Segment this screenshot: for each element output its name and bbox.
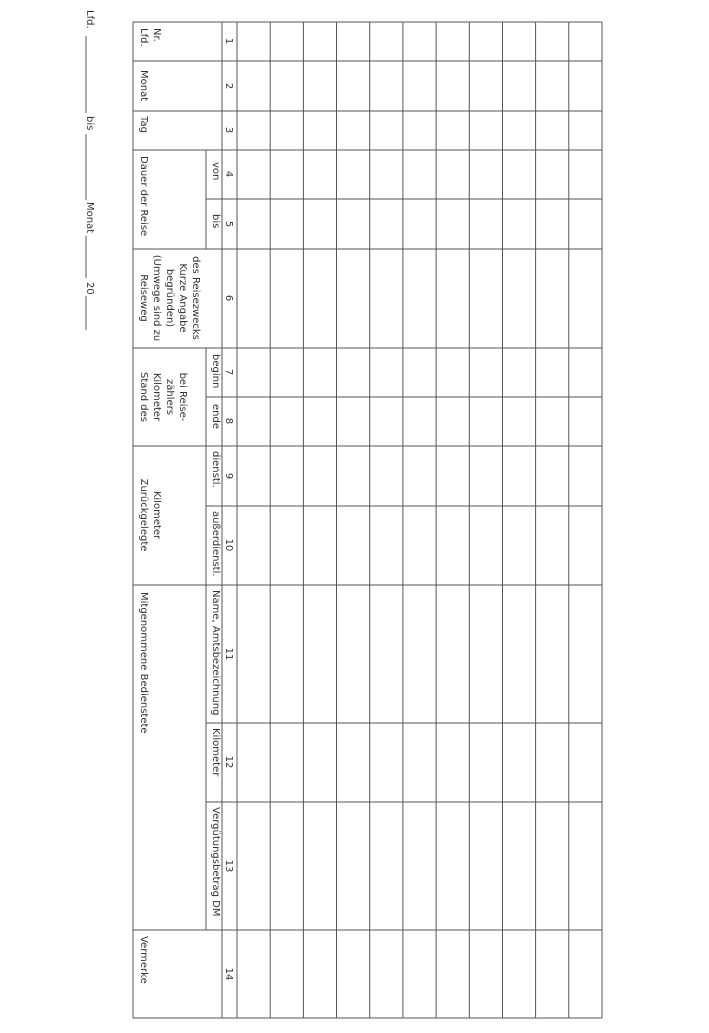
col-num-6: 6 [223, 294, 234, 302]
col-num-13: 13 [223, 859, 234, 873]
col-num-8: 8 [223, 417, 234, 425]
header-stand-4: bei Reise- [177, 372, 188, 422]
data-rows [270, 22, 569, 1018]
col-num-2: 2 [223, 82, 234, 90]
col-num-12: 12 [223, 755, 234, 769]
col-num-4: 4 [223, 170, 234, 178]
col-num-10: 10 [223, 538, 234, 552]
header-tag: Tag [138, 116, 149, 133]
header-bis: bis [84, 116, 95, 131]
header-dienstl: dienstl. [210, 451, 221, 488]
header-name: Name, Amtsbezeichnung [210, 590, 221, 716]
header-dauer: Dauer der Reise [138, 156, 149, 237]
col-num-3: 3 [223, 126, 234, 134]
table-grid [133, 22, 602, 1018]
col-num-1: 1 [223, 37, 234, 45]
header-monat: Monat [84, 202, 95, 234]
header-bis: bis [210, 214, 221, 229]
header-reiseweg-2: (Umwege sind zu [151, 254, 162, 342]
header-zurueck-2: Kilometer [151, 490, 162, 540]
column-numbers [223, 38, 234, 981]
header-mitgenommene: Mitgenommene Bedienstete [138, 592, 149, 734]
header-beginn: beginn [210, 354, 221, 389]
header-lfd-nr-line1: Lfd. [138, 28, 149, 47]
period-header [84, 10, 95, 330]
header-zurueck-1: Zurückgelegte [138, 478, 149, 552]
col-num-11: 11 [223, 647, 234, 661]
header-ende: ende [210, 404, 221, 429]
header-ausserdienstl: außerdienstl. [210, 511, 221, 577]
col-num-5: 5 [223, 220, 234, 228]
header-von: von [210, 162, 221, 181]
header-lfd: Lfd. [84, 10, 95, 29]
header-lfd-nr-line2: Nr. [151, 28, 162, 42]
header-kilometer: Kilometer [210, 728, 221, 777]
col-num-7: 7 [223, 368, 234, 376]
header-reiseweg-5: des Reisezwecks [190, 256, 201, 340]
col-num-14: 14 [223, 967, 234, 981]
header-year: 20 [84, 282, 95, 295]
header-stand-1: Stand des [138, 372, 149, 422]
header-vermerke: Vermerke [138, 936, 149, 984]
header-stand-3: zählers [164, 379, 175, 415]
header-reiseweg-3: begründen) [164, 268, 175, 328]
header-verguetung: Vergütungsbetrag DM [210, 807, 221, 917]
header-stand-2: Kilometer [151, 372, 162, 422]
header-reiseweg-4: Kurze Angabe [177, 263, 188, 333]
header-reiseweg-1: Reiseweg [138, 274, 149, 322]
header-monat: Monat [138, 70, 149, 102]
col-num-9: 9 [223, 472, 234, 480]
